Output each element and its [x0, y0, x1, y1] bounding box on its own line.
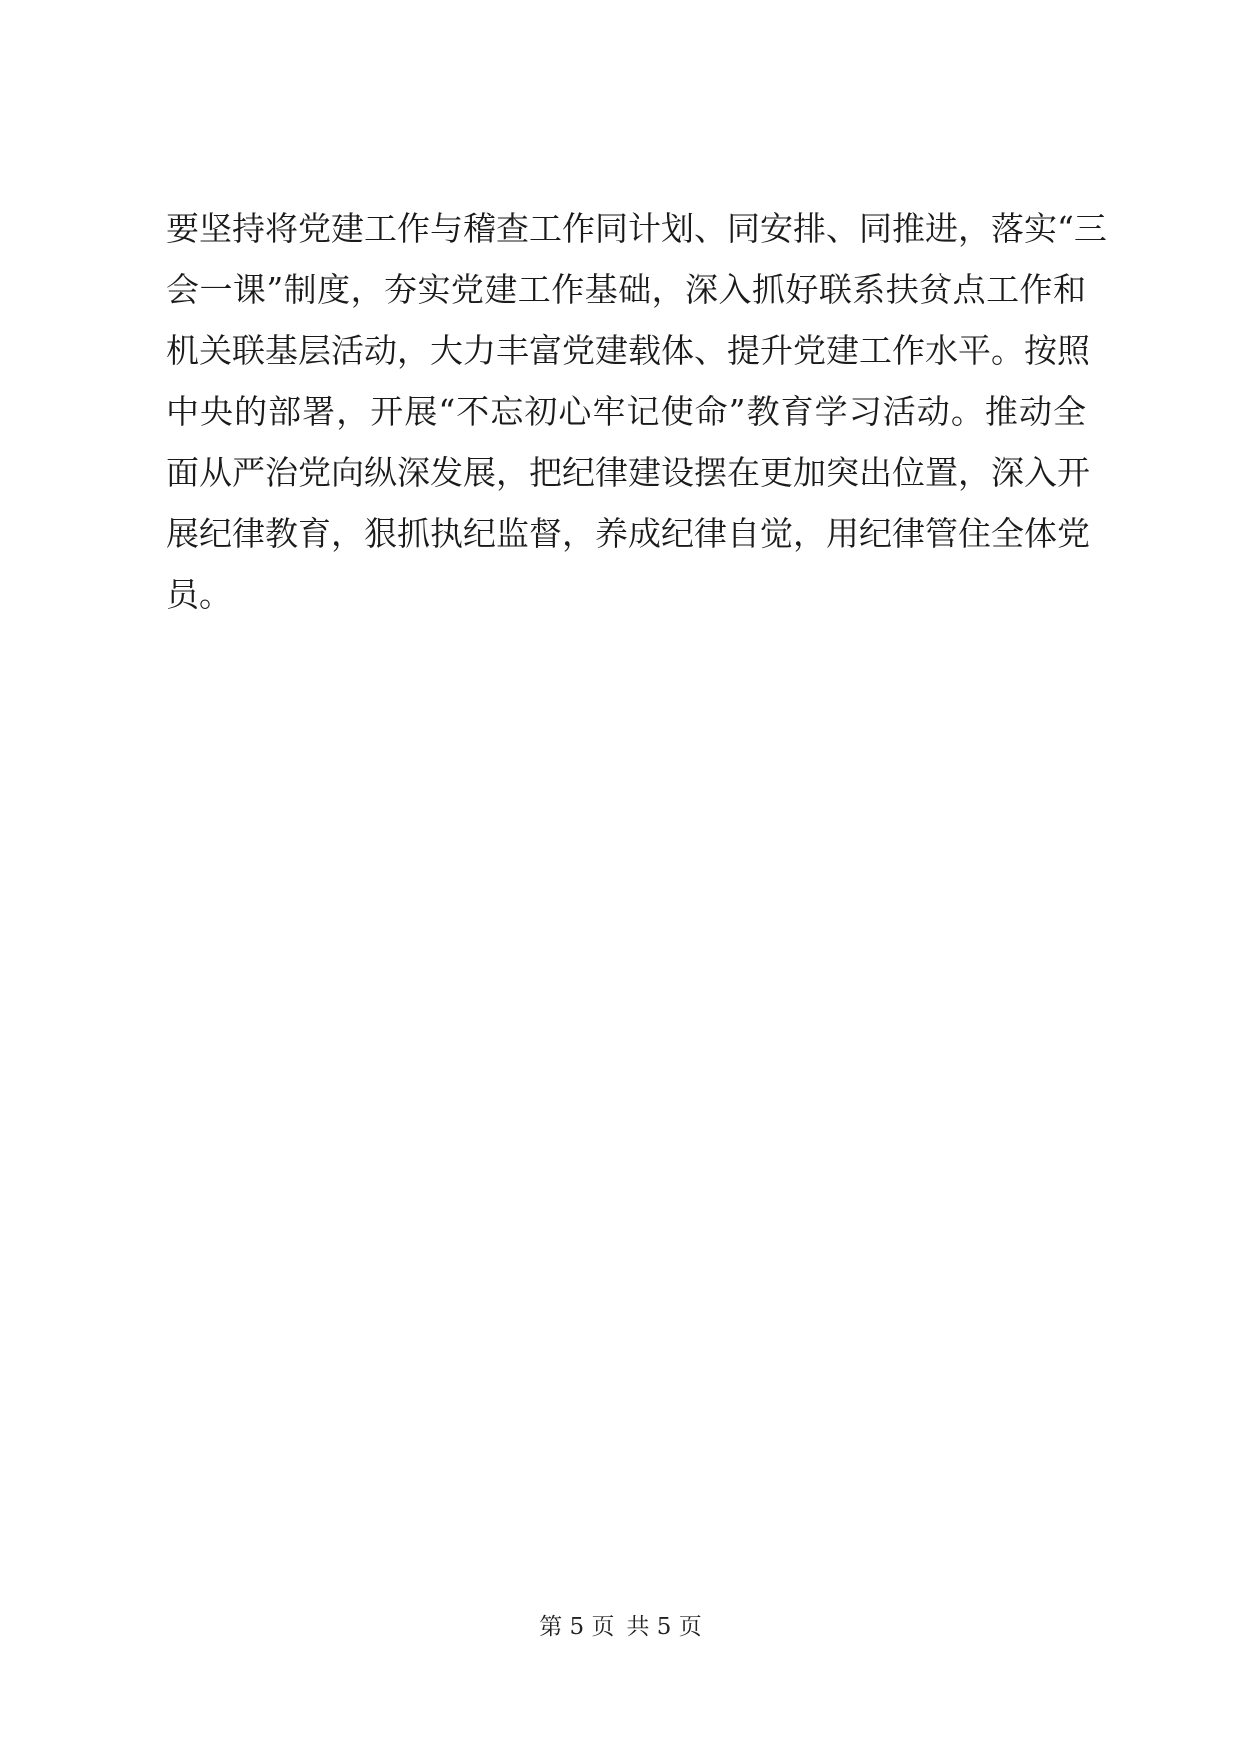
paragraph-line-4: 中央的部署，开展“不忘初心牢记使命”教育学习活动。推动全 [166, 392, 1086, 431]
paragraph-line-3: 机关联基层活动，大力丰富党建载体、提升党建工作水平。按照 [166, 331, 1090, 370]
paragraph-line-5: 面从严治党向纵深发展，把纪律建设摆在更加突出位置，深入开 [166, 453, 1090, 492]
paragraph-line-2: 会一课”制度，夯实党建工作基础，深入抓好联系扶贫点工作和 [166, 270, 1086, 309]
page-number: 第 5 页 [539, 1614, 615, 1640]
paragraph-line-1: 要坚持将党建工作与稽查工作同计划、同安排、同推进，落实“三 [166, 209, 1107, 248]
page-total: 共 5 页 [626, 1614, 702, 1640]
paragraph-line-7: 员。 [166, 575, 232, 614]
page-footer [0, 1612, 1241, 1642]
paragraph-line-6: 展纪律教育，狠抓执纪监督，养成纪律自觉，用纪律管住全体党 [166, 514, 1090, 553]
body-paragraph [166, 198, 1107, 625]
